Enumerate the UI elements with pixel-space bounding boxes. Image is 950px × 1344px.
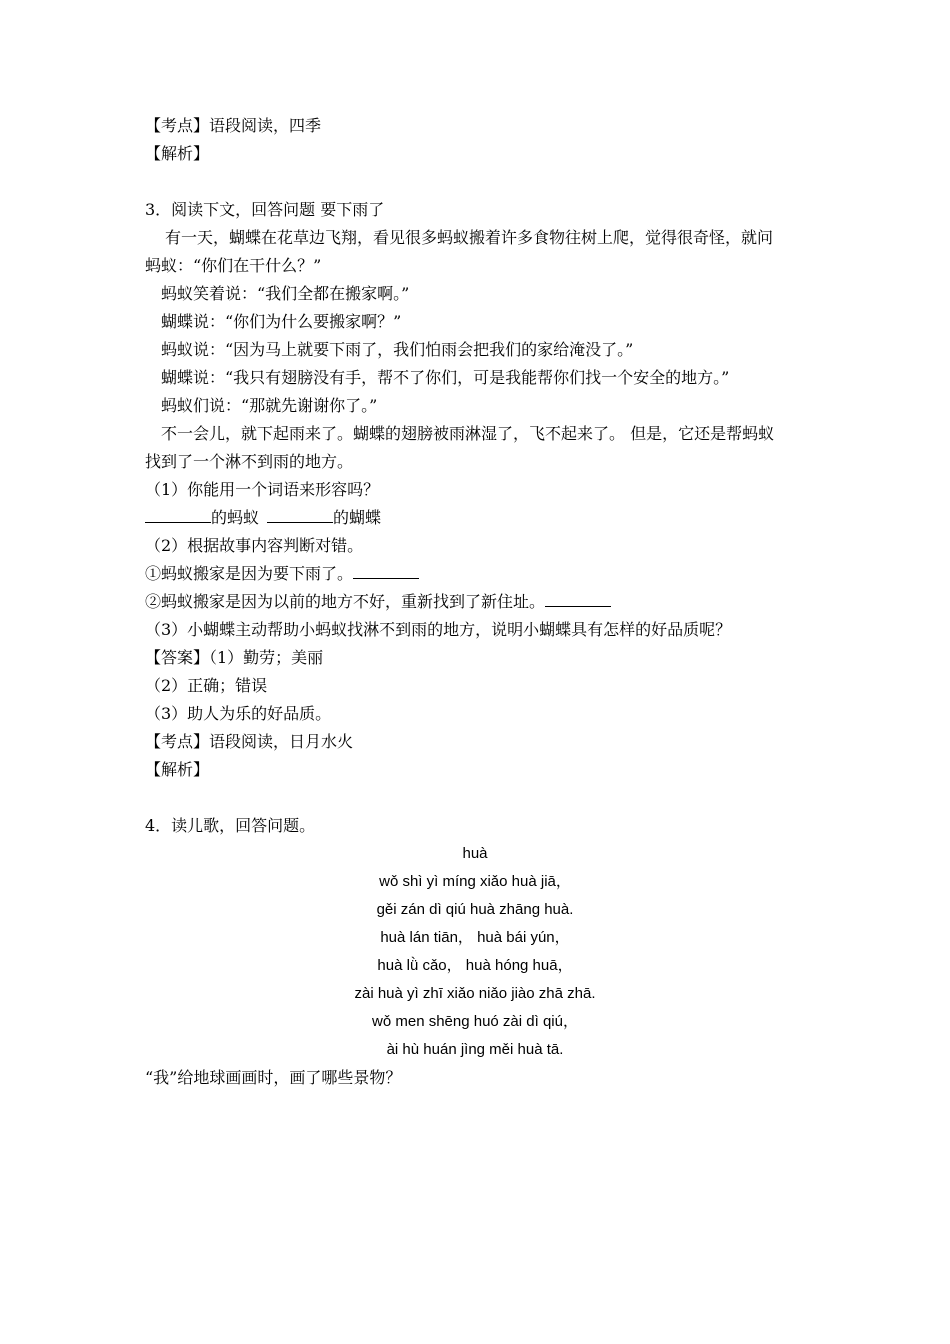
- jiexi-line-q2: 【解析】: [145, 144, 210, 163]
- fill-blank-ant[interactable]: [145, 508, 211, 523]
- q3-title: 3．阅读下文，回答问题 要下雨了: [145, 200, 385, 219]
- q3-judge-row-2: [145, 592, 611, 612]
- q3-answer-line-1: 【答案】（1）勤劳；美丽: [145, 648, 324, 667]
- judge-blank-2[interactable]: [545, 592, 611, 607]
- q3-para1-line1: 有一天，蝴蝶在花草边飞翔，看见很多蚂蚁搬着许多食物往树上爬，觉得很奇怪，就问: [165, 228, 774, 247]
- q3-dialogue-5: 蚂蚁们说：“那就先谢谢你了。”: [161, 396, 378, 415]
- q3-dialogue-1: 蚂蚁笑着说：“我们全都在搬家啊。”: [161, 284, 410, 303]
- q3-subquestion-3: （3）小蝴蝶主动帮助小蚂蚁找淋不到雨的地方，说明小蝴蝶具有怎样的好品质呢？: [145, 620, 732, 639]
- q3-para2-line1: 不一会儿，就下起雨来了。蝴蝶的翅膀被雨淋湿了，飞不起来了。 但是，它还是帮蚂蚁: [161, 424, 775, 443]
- poem-line-3: huà lán tiān， huà bái yún，: [380, 929, 570, 946]
- q4-question: “我”给地球画画时，画了哪些景物？: [145, 1068, 402, 1087]
- q3-dialogue-4: 蝴蝶说：“我只有翅膀没有手，帮不了你们，可是我能帮你们找一个安全的地方。”: [161, 368, 730, 387]
- q3-subquestion-2: （2）根据故事内容判断对错。: [145, 536, 364, 555]
- blank-ant-label: 的蚂蚁: [211, 508, 260, 527]
- poem-line-5: zài huà yì zhī xiǎo niǎo jiào zhā zhā.: [354, 985, 596, 1002]
- q3-jiexi: 【解析】: [145, 760, 210, 779]
- q3-answer-line-3: （3）助人为乐的好品质。: [145, 704, 332, 723]
- q3-para2-line2: 找到了一个淋不到雨的地方。: [145, 452, 354, 471]
- q3-fill-blanks-row: [145, 508, 381, 528]
- judge-statement-1: ①蚂蚁搬家是因为要下雨了。: [145, 564, 354, 583]
- poem-line-2: gěi zán dì qiú huà zhāng huà.: [376, 901, 574, 918]
- fill-blank-butterfly[interactable]: [267, 508, 333, 523]
- q3-subquestion-1: （1）你能用一个词语来形容吗？: [145, 480, 380, 499]
- q3-answer-line-2: （2）正确；错误: [145, 676, 268, 695]
- poem-line-1: wǒ shì yì míng xiǎo huà jiā，: [379, 873, 571, 890]
- q3-dialogue-3: 蚂蚁说：“因为马上就要下雨了，我们怕雨会把我们的家给淹没了。”: [161, 340, 634, 359]
- judge-blank-1[interactable]: [353, 564, 419, 579]
- poem-title: huà: [462, 845, 488, 862]
- q3-kaodian: 【考点】语段阅读，日月水火: [145, 732, 354, 751]
- q3-judge-row-1: [145, 564, 419, 584]
- q4-title: 4．读儿歌，回答问题。: [145, 816, 316, 835]
- kaodian-line-q2: 【考点】语段阅读，四季: [145, 116, 322, 135]
- blank-butterfly-label: 的蝴蝶: [333, 508, 382, 527]
- judge-statement-2: ②蚂蚁搬家是因为以前的地方不好，重新找到了新住址。: [145, 592, 546, 611]
- poem-line-6: wǒ men shēng huó zài dì qiú，: [372, 1013, 578, 1030]
- poem-line-4: huà lǜ cǎo， huà hóng huā，: [377, 957, 573, 974]
- q3-para1-line2: 蚂蚁：“你们在干什么？”: [145, 256, 322, 275]
- q3-dialogue-2: 蝴蝶说：“你们为什么要搬家啊？”: [161, 312, 402, 331]
- poem-line-7: ài hù huán jìng měi huà tā.: [386, 1041, 564, 1058]
